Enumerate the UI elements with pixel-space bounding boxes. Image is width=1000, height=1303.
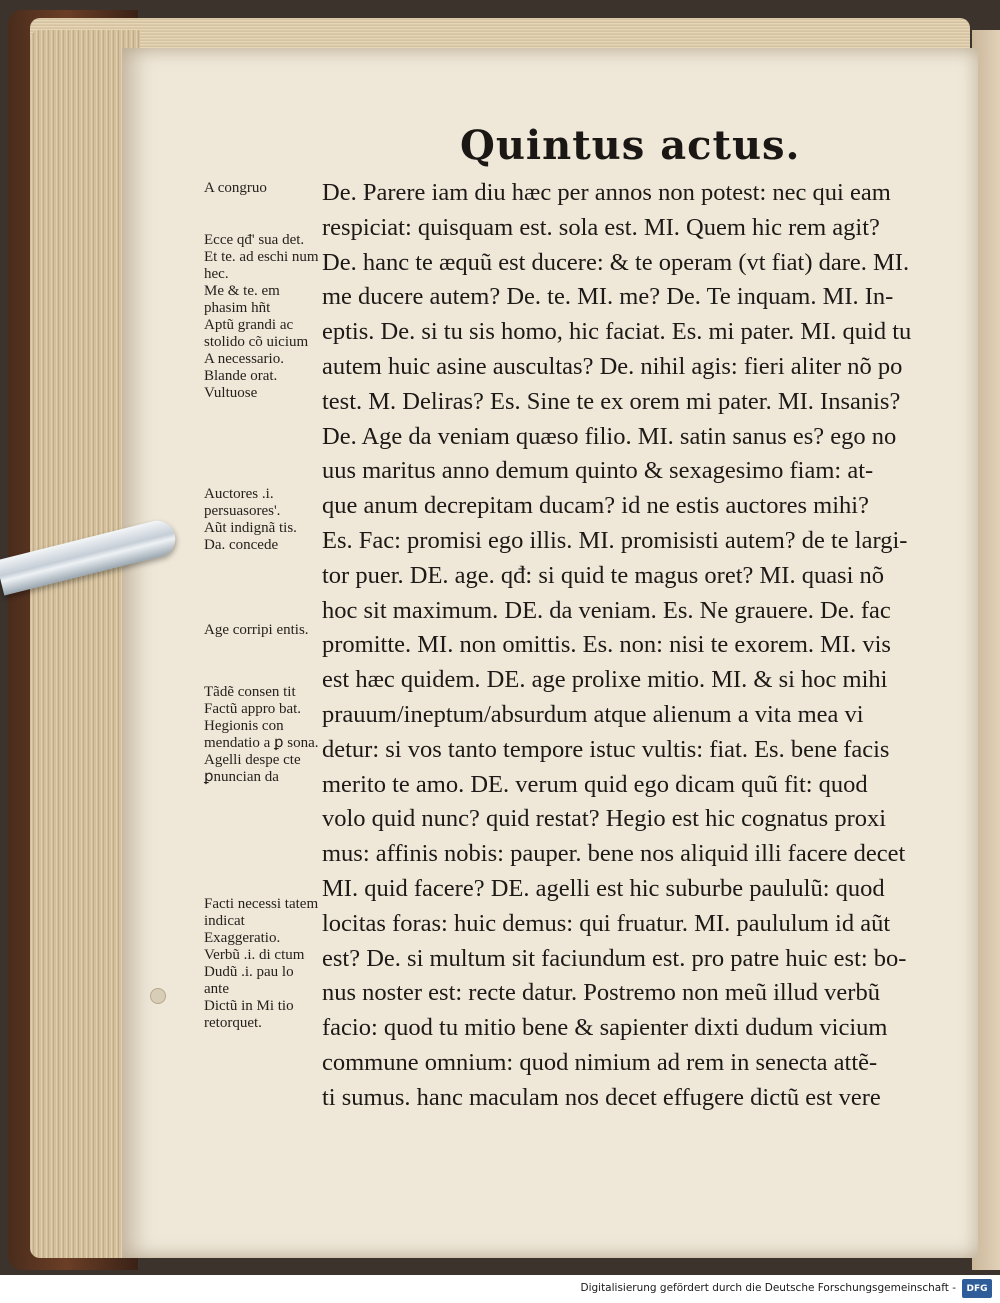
text-line: mus: affinis nobis: pauper. bene nos aliquid illi facere decet bbox=[322, 840, 906, 868]
text-line: locitas foras: huic demus: qui fruatur. MI. paululum id aũt bbox=[322, 909, 891, 937]
text-line: De. Age da veniam quæso filio. MI. satin sanus es? ego no bbox=[322, 422, 897, 450]
text-line: hoc sit maximum. DE. da veniam. Es. Ne grauere. De. fac bbox=[322, 596, 891, 624]
text-line: De. Parere iam diu hæc per annos non potest: nec qui eam bbox=[322, 179, 891, 206]
text-line: ti sumus. hanc maculam nos decet effugere dictũ est vere bbox=[322, 1083, 881, 1111]
margin-gloss: A congruo bbox=[204, 180, 267, 196]
text-line: Es. Fac: promisi ego illis. MI. promisisti autem? de te largi- bbox=[322, 526, 908, 554]
text-line: promitte. MI. non omittis. Es. non: nisi te exorem. MI. vis bbox=[322, 631, 891, 659]
margin-gloss: Tãdẽ consen tit Factũ appro bat. Hegionis con mendatio a ꝑ sona. Agelli despe cte ꝑnuncian da bbox=[204, 684, 319, 785]
text-line: prauum/ineptum/absurdum atque alienum a vita mea vi bbox=[322, 700, 864, 728]
text-line: autem huic asine auscultas? De. nihil agis: fieri aliter nõ po bbox=[322, 352, 903, 380]
text-line: eptis. De. si tu sis homo, hic faciat. Es. mi pater. MI. quid tu bbox=[322, 318, 912, 346]
text-line: respiciat: quisquam est. sola est. MI. Quem hic rem agit? bbox=[322, 213, 880, 241]
text-line: est hæc quidem. DE. age prolixe mitio. MI. & si hoc mihi bbox=[322, 666, 888, 694]
margin-gloss: Age corripi entis. bbox=[204, 622, 309, 638]
margin-gloss: Facti necessi tatem indicat Exaggeratio. Verbũ .i. di ctum Dudũ .i. pau lo ante Dictũ in Mi tio retorquet. bbox=[204, 896, 319, 1031]
text-line: est? De. si multum sit faciundum est. pro patre huic est: bo- bbox=[322, 944, 907, 972]
text-line: De. hanc te æquũ est ducere: & te operam (vt fiat) dare. MI. bbox=[322, 248, 910, 276]
paper-wormhole bbox=[150, 988, 166, 1004]
text-line: MI. quid facere? DE. agelli est hic suburbe paululũ: quod bbox=[322, 874, 885, 902]
text-line: commune omnium: quod nimium ad rem in senecta attẽ- bbox=[322, 1048, 878, 1076]
text-line: detur: si vos tanto tempore istuc vultis: fiat. Es. bene facis bbox=[322, 735, 890, 763]
text-line: facio: quod tu mitio bene & sapienter dixti dudum vicium bbox=[322, 1014, 888, 1042]
text-line: merito te amo. DE. verum quid ego dicam quũ fit: quod bbox=[322, 770, 868, 798]
dfg-logo: DFG bbox=[962, 1279, 992, 1298]
text-line: test. M. Deliras? Es. Sine te ex orem mi pater. MI. Insanis? bbox=[322, 387, 901, 415]
margin-gloss: Auctores .i. persuasores'. Aũt indignã tis. Da. concede bbox=[204, 486, 297, 553]
text-line: tor puer. DE. age. qđ: si quid te magus oret? MI. quasi nõ bbox=[322, 561, 885, 589]
text-line: nus noster est: recte datur. Postremo non meũ illud verbũ bbox=[322, 979, 880, 1007]
funding-credit: Digitalisierung gefördert durch die Deutsche Forschungsgemeinschaft - bbox=[580, 1282, 956, 1294]
main-text-block bbox=[322, 176, 912, 1116]
margin-gloss: Ecce qđ' sua det. Et te. ad eschi num hec. Me & te. em phasim hñt Aptũ grandi ac stolido cõ uicium A necessario. Blande orat. Vultuose bbox=[204, 232, 319, 401]
text-line: me ducere autem? De. te. MI. me? De. Te inquam. MI. In- bbox=[322, 283, 894, 311]
text-line: volo quid nunc? quid restat? Hegio est hic cognatus proxi bbox=[322, 805, 887, 833]
running-head: Quintus actus. bbox=[460, 122, 801, 169]
footer-bar bbox=[0, 1275, 1000, 1303]
text-line: que anum decrepitam ducam? id ne estis auctores mihi? bbox=[322, 492, 869, 520]
text-line: uus maritus anno demum quinto & sexagesimo fiam: at- bbox=[322, 457, 874, 485]
